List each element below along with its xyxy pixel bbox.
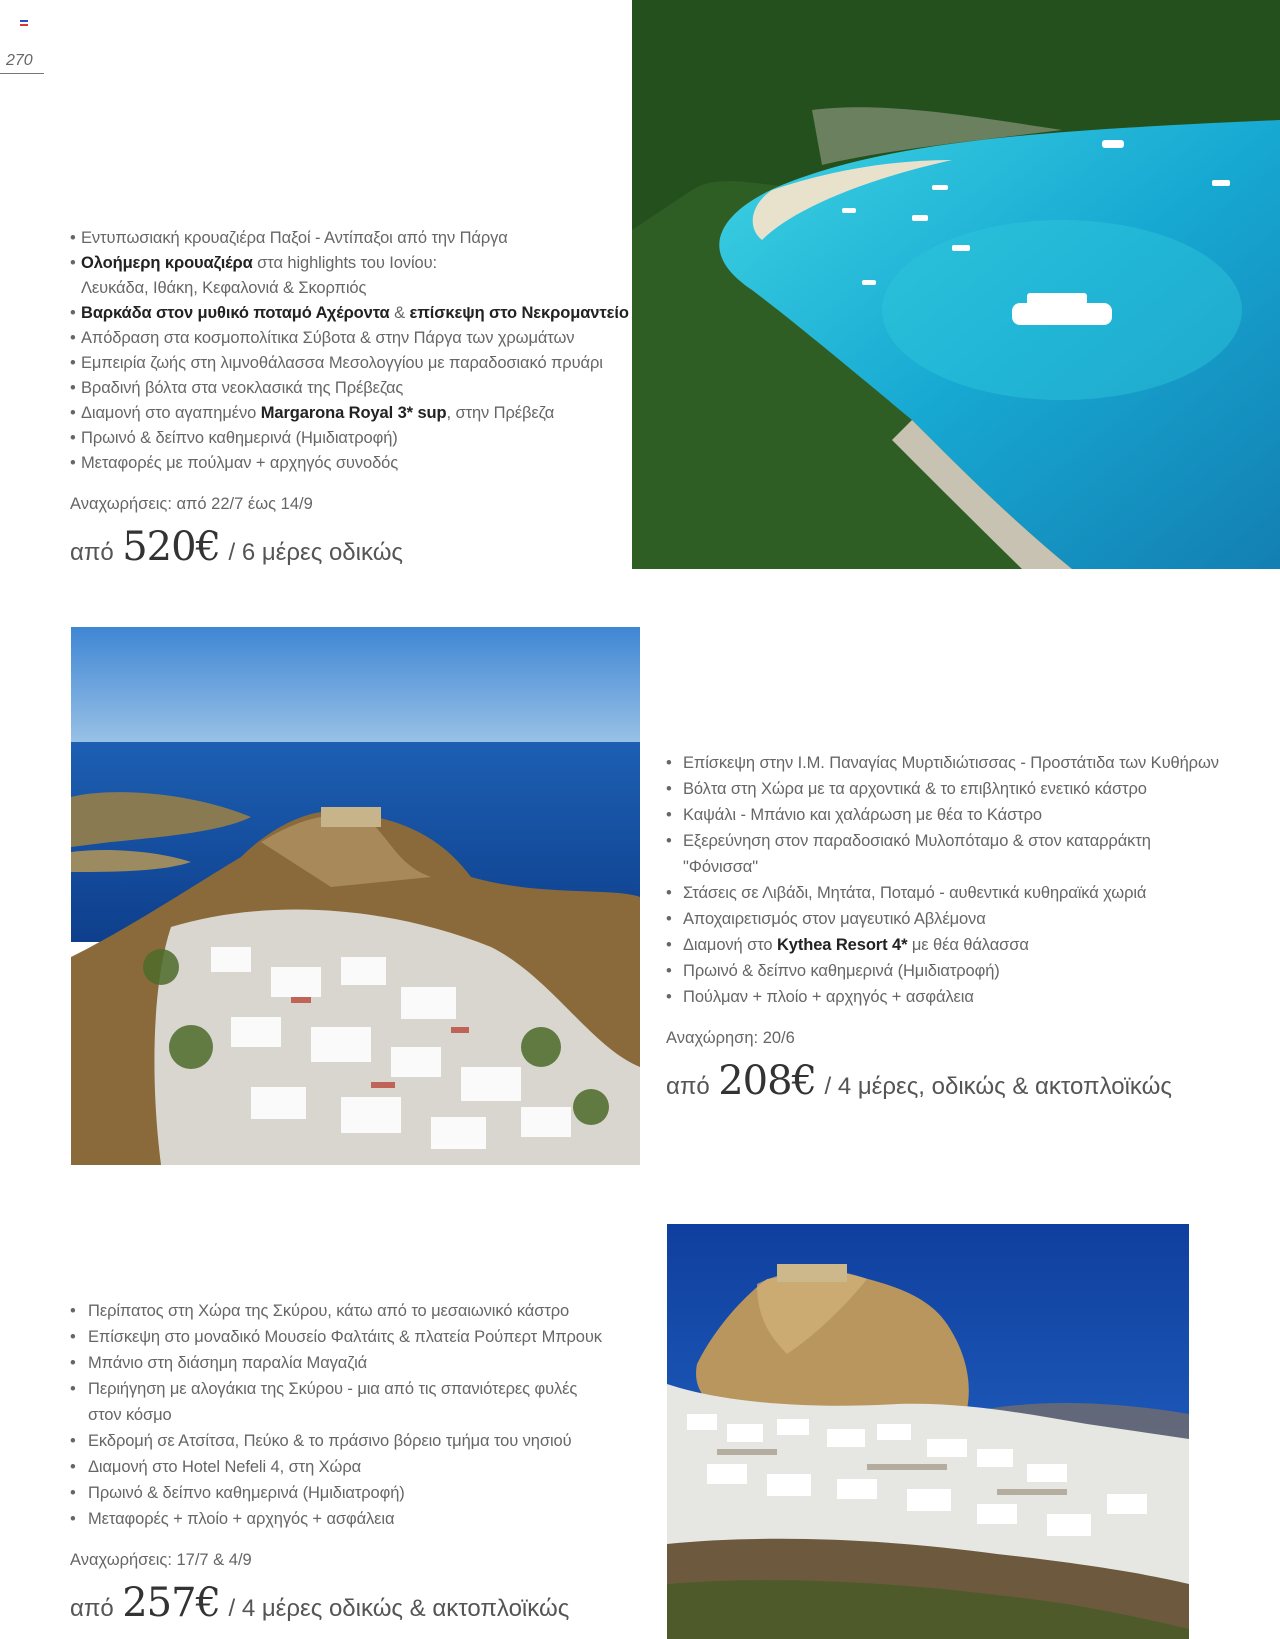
list-item: • Μπάνιο στη διάσημη παραλία Μαγαζιά [70, 1350, 602, 1376]
price-amount: 257€ [122, 1580, 221, 1626]
tour-skyros-features [70, 1298, 602, 1532]
photo-ionian-bay [632, 0, 1280, 569]
price-duration: / 4 μέρες οδικώς & ακτοπλοϊκώς [228, 1595, 570, 1622]
list-item: • Ολοήμερη κρουαζιέρα στα highlights του Ιονίου: [70, 251, 629, 276]
tour-parga-price [70, 524, 629, 570]
list-item: "Φόνισσα" [683, 858, 758, 876]
tour-skyros-dates: Αναχωρήσεις: 17/7 & 4/9 [70, 1551, 252, 1569]
list-item: • Βόλτα στη Χώρα με τα αρχοντικά & το επιβλητικό ενετικό κάστρο [666, 776, 1219, 802]
tour-kythira-dates: Αναχώρηση: 20/6 [666, 1029, 795, 1047]
photo-skyros-chora [667, 1224, 1189, 1639]
tour-kythira-section [666, 750, 1219, 1104]
tour-kythira-price [666, 1058, 1219, 1104]
page-number-rule [0, 73, 44, 74]
list-item: • Διαμονή στο Kythea Resort 4* με θέα θάλασσα [666, 932, 1219, 958]
list-item: • Πρωινό & δείπνο καθημερινά (Ημιδιατροφή) [666, 958, 1219, 984]
tour-skyros-section [70, 1298, 602, 1626]
list-item: στον κόσμο [88, 1406, 172, 1424]
tour-parga-features [70, 226, 629, 476]
list-item: • Βραδινή βόλτα στα νεοκλασικά της Πρέβεζας [70, 376, 629, 401]
list-item: • Εντυπωσιακή κρουαζιέρα Παξοί - Αντίπαξοι από την Πάργα [70, 226, 629, 251]
list-item: • Διαμονή στο αγαπημένο Margarona Royal 3* sup, στην Πρέβεζα [70, 401, 629, 426]
list-item: • Επίσκεψη στην Ι.Μ. Παναγίας Μυρτιδιώτισσας - Προστάτιδα των Κυθήρων [666, 750, 1219, 776]
price-prefix: από [666, 1073, 710, 1100]
price-amount: 520€ [122, 524, 221, 570]
price-prefix: από [70, 539, 114, 566]
list-item: • Βαρκάδα στον μυθικό ποταμό Αχέροντα & επίσκεψη στο Νεκρομαντείο [70, 301, 629, 326]
list-item: • Εμπειρία ζωής στη λιμνοθάλασσα Μεσολογγίου με παραδοσιακό πρυάρι [70, 351, 629, 376]
page-number: 270 [6, 52, 33, 69]
list-item: • Περίπατος στη Χώρα της Σκύρου, κάτω από το μεσαιωνικό κάστρο [70, 1298, 602, 1324]
photo-kythira-chora [71, 627, 640, 1165]
list-item: Λευκάδα, Ιθάκη, Κεφαλονιά & Σκορπιός [81, 279, 367, 297]
list-item: • Μεταφορές + πλοίο + αρχηγός + ασφάλεια [70, 1506, 602, 1532]
price-duration: / 6 μέρες οδικώς [228, 539, 403, 566]
list-item: • Αποχαιρετισμός στον μαγευτικό Αβλέμονα [666, 906, 1219, 932]
list-item: • Περιήγηση με αλογάκια της Σκύρου - μια από τις σπανιότερες φυλές [70, 1376, 602, 1402]
list-item: • Πρωινό & δείπνο καθημερινά (Ημιδιατροφή) [70, 426, 629, 451]
tour-parga-dates: Αναχωρήσεις: από 22/7 έως 14/9 [70, 495, 313, 513]
list-item: • Απόδραση στα κοσμοπολίτικα Σύβοτα & στην Πάργα των χρωμάτων [70, 326, 629, 351]
list-item: • Καψάλι - Μπάνιο και χαλάρωση με θέα το Κάστρο [666, 802, 1219, 828]
list-item: • Εξερεύνηση στον παραδοσιακό Μυλοπόταμο & στον καταρράκτη [666, 828, 1219, 854]
price-prefix: από [70, 1595, 114, 1622]
tour-kythira-features [666, 750, 1219, 1010]
list-item: • Πρωινό & δείπνο καθημερινά (Ημιδιατροφή) [70, 1480, 602, 1506]
price-duration: / 4 μέρες, οδικώς & ακτοπλοϊκώς [824, 1073, 1172, 1100]
list-item: • Μεταφορές με πούλμαν + αρχηγός συνοδός [70, 451, 629, 476]
tour-parga-section [70, 226, 629, 570]
flag-icon [20, 20, 28, 26]
list-item: • Επίσκεψη στο μοναδικό Μουσείο Φαλτάιτς & πλατεία Ρούπερτ Μπρουκ [70, 1324, 602, 1350]
price-amount: 208€ [718, 1058, 817, 1104]
list-item: • Στάσεις σε Λιβάδι, Μητάτα, Ποταμό - αυθεντικά κυθηραϊκά χωριά [666, 880, 1219, 906]
list-item: • Εκδρομή σε Ατσίτσα, Πεύκο & το πράσινο βόρειο τμήμα του νησιού [70, 1428, 602, 1454]
list-item: • Πούλμαν + πλοίο + αρχηγός + ασφάλεια [666, 984, 1219, 1010]
list-item: • Διαμονή στο Hotel Nefeli 4, στη Χώρα [70, 1454, 602, 1480]
tour-skyros-price [70, 1580, 602, 1626]
